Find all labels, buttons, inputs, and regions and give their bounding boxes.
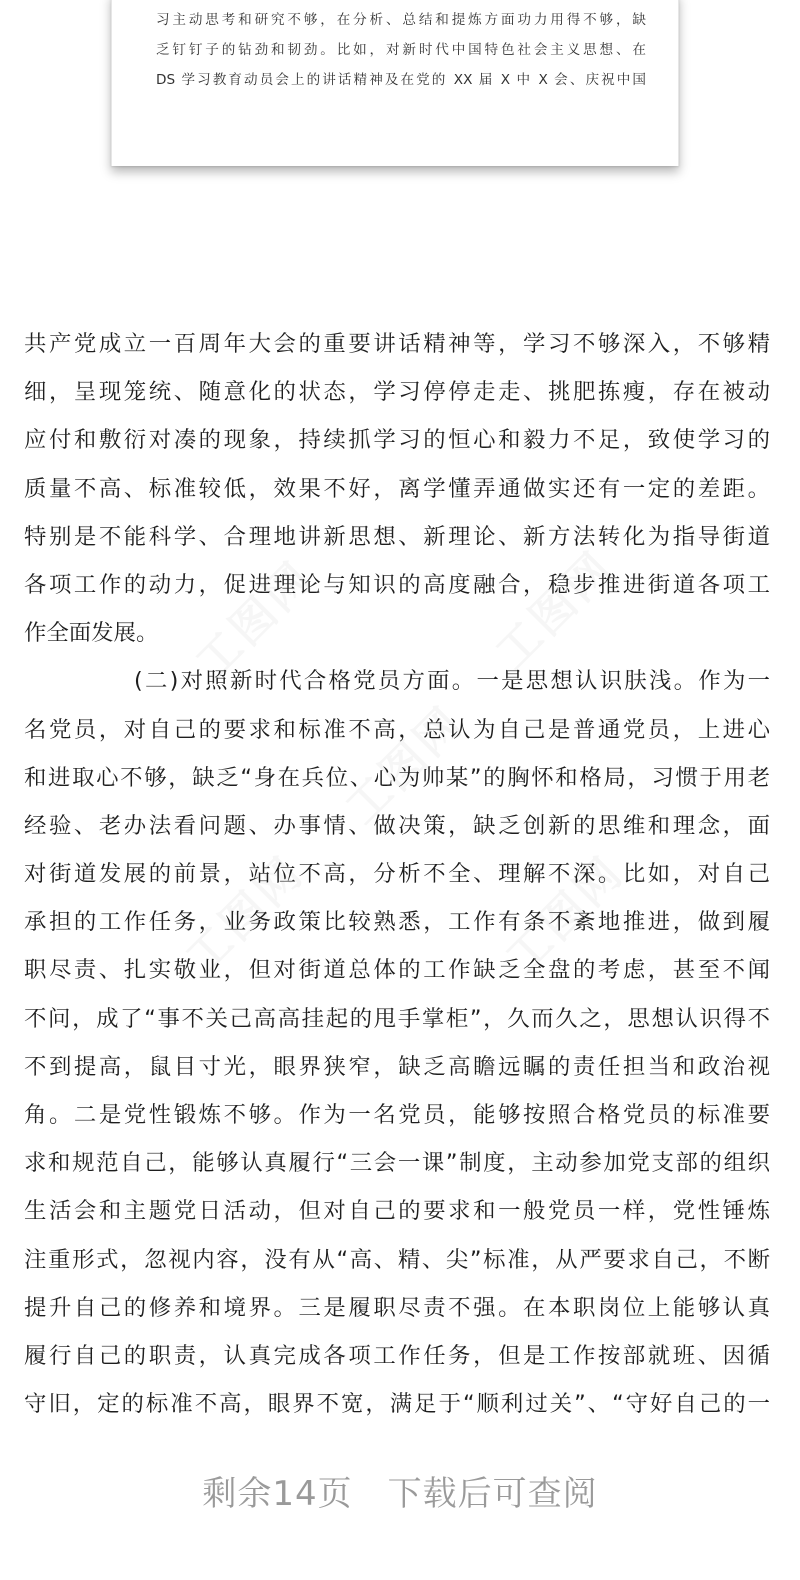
- preview-line: DS 学习教育动员会上的讲话精神及在党的 XX 届 X 中 X 会、庆祝中国: [156, 72, 646, 88]
- section-heading-line: (二)对照新时代合格党员方面。一是思想认识肤浅。作为一: [134, 668, 770, 695]
- paragraph-line: 履行自己的职责，认真完成各项工作任务，但是工作按部就班、因循: [24, 1342, 770, 1369]
- paragraph-line: 作全面发展。: [24, 620, 159, 647]
- download-remaining-pages-link[interactable]: 剩余14页 下载后可查阅: [202, 1473, 598, 1514]
- paragraph-line: 经验、老办法看问题、办事情、做决策，缺乏创新的思维和理念，面: [24, 812, 770, 839]
- paragraph-line: 共产党成立一百周年大会的重要讲话精神等，学习不够深入，不够精: [24, 331, 770, 357]
- preview-line: 乏钉钉子的钻劲和韧劲。比如，对新时代中国特色社会主义思想、在: [156, 42, 646, 58]
- paragraph-line: 生活会和主题党日活动，但对自己的要求和一般党员一样，党性锤炼: [24, 1198, 770, 1225]
- paragraph-line: 不问，成了“事不关己高高挂起的甩手掌柜”，久而久之，思想认识得不: [24, 1005, 770, 1032]
- paragraph-line: 细，呈现笼统、随意化的状态，学习停停走走、挑肥拣瘦，存在被动: [24, 379, 770, 406]
- paragraph-line: 质量不高、标准较低，效果不好，离学懂弄通做实还有一定的差距。: [24, 475, 770, 502]
- paragraph-line: 承担的工作任务，业务政策比较熟悉，工作有条不紊地推进，做到履: [24, 909, 770, 936]
- paragraph-line: 应付和敷衍对凑的现象，持续抓学习的恒心和毅力不足，致使学习的: [24, 427, 770, 454]
- paragraph-line: 各项工作的动力，促进理论与知识的高度融合，稳步推进街道各项工: [24, 571, 770, 598]
- paragraph-line: 职尽责、扎实敬业，但对街道总体的工作缺乏全盘的考虑，甚至不闻: [24, 957, 770, 984]
- download-prompt[interactable]: [0, 1460, 800, 1520]
- paragraph-line: 提升自己的修养和境界。三是履职尽责不强。在本职岗位上能够认真: [24, 1294, 770, 1321]
- paragraph-line: 注重形式，忽视内容，没有从“高、精、尖”标准，从严要求自己，不断: [24, 1246, 770, 1273]
- paragraph-line: 角。二是党性锻炼不够。作为一名党员，能够按照合格党员的标准要: [24, 1102, 770, 1128]
- preview-line: 习主动思考和研究不够，在分析、总结和提炼方面功力用得不够，缺: [156, 12, 646, 28]
- preview-text: [156, 5, 646, 95]
- document-body: [24, 320, 770, 1428]
- document-preview-card: [111, 0, 679, 166]
- paragraph-line: 名党员，对自己的要求和标准不高，总认为自己是普通党员，上进心: [24, 716, 770, 743]
- paragraph-line: 求和规范自己，能够认真履行“三会一课”制度，主动参加党支部的组织: [24, 1150, 770, 1177]
- paragraph-line: 守旧，定的标准不高，眼界不宽，满足于“顺利过关”、“守好自己的一: [24, 1391, 770, 1418]
- paragraph-line: 不到提高，鼠目寸光，眼界狭窄，缺乏高瞻远瞩的责任担当和政治视: [24, 1053, 770, 1080]
- paragraph-line: 特别是不能科学、合理地讲新思想、新理论、新方法转化为指导街道: [24, 523, 770, 550]
- paragraph-line: 和进取心不够，缺乏“身在兵位、心为帅某”的胸怀和格局，习惯于用老: [24, 764, 770, 791]
- paragraph-line: 对街道发展的前景，站位不高，分析不全、理解不深。比如，对自己: [24, 861, 770, 888]
